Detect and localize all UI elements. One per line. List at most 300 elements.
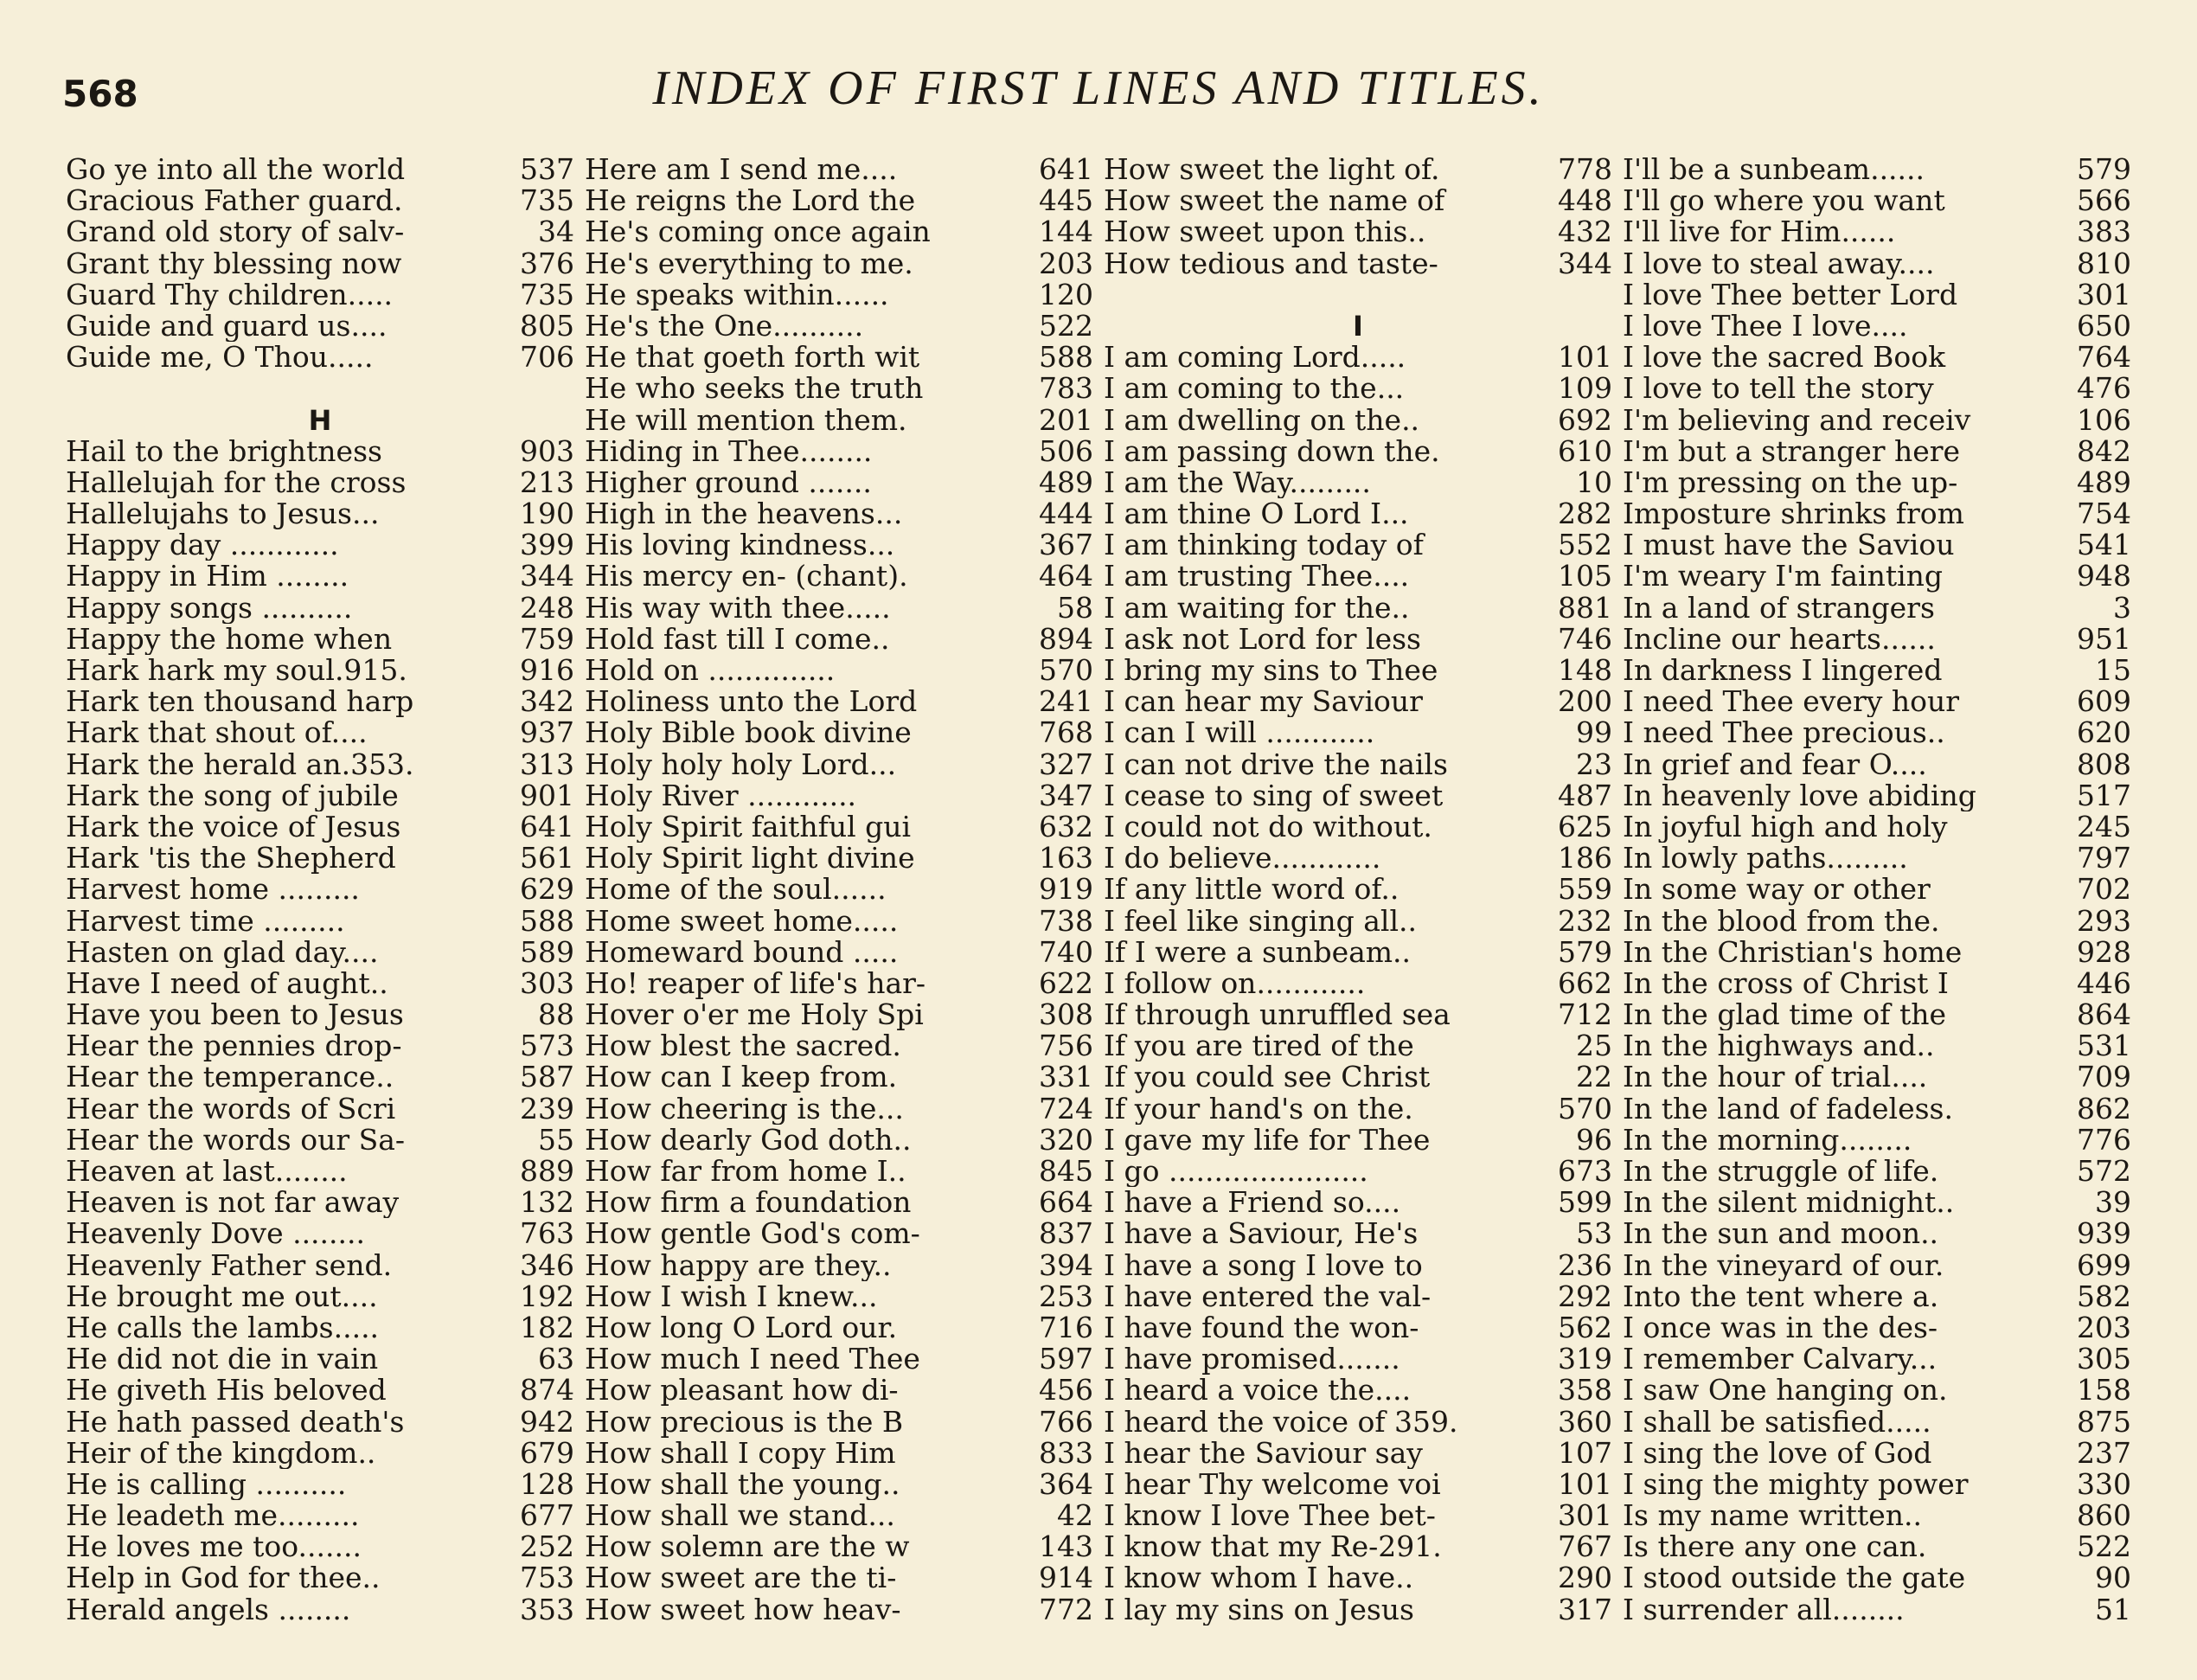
index-entry [1623,874,2131,905]
entry-title: Into the tent where a. [1623,1280,1939,1312]
index-entry [1623,498,2131,529]
entry-title: I cease to sing of sweet [1104,779,1444,811]
index-entry [585,311,1093,342]
entry-title: I have a Saviour, He's [1104,1218,1419,1250]
entry-title: I hear Thy welcome voi [1104,1468,1441,1501]
entry-title: He hath passed death's [66,1406,405,1438]
entry-title: Hark hark my soul.915. [66,655,407,687]
index-entry [585,279,1093,311]
index-entry [66,968,574,999]
index-column-3 [1104,154,1612,1625]
entry-title: Hark the song of jubile [66,779,399,811]
entry-hymn-number: 446 [2077,967,2131,1000]
entry-title: I could not do without. [1104,811,1432,843]
entry-hymn-number: 476 [2077,373,2131,405]
index-entry [66,999,574,1030]
entry-title: Hark the herald an.353. [66,748,414,780]
entry-hymn-number: 706 [520,342,574,374]
entry-hymn-number: 120 [1039,279,1093,311]
entry-hymn-number: 552 [1558,529,1612,561]
index-entry [585,1469,1093,1500]
index-entry [66,1531,574,1562]
entry-title: In lowly paths......... [1623,843,1908,875]
entry-title: If you are tired of the [1104,1030,1414,1062]
entry-hymn-number: 587 [520,1061,574,1093]
entry-title: He's everything to me. [585,247,913,279]
entry-title: He that goeth forth wit [585,342,920,374]
index-entry [585,1407,1093,1438]
index-entry [1623,1531,2131,1562]
index-entry [585,843,1093,874]
entry-title: High in the heavens... [585,498,903,530]
entry-title: In the silent midnight.. [1623,1187,1955,1219]
index-entry [1623,1156,2131,1187]
index-entry [1623,561,2131,592]
entry-title: Hear the words of Scri [66,1093,396,1125]
index-entry [1104,1281,1612,1312]
index-entry [66,342,574,373]
entry-title: Hold fast till I come.. [585,623,890,655]
entry-title: How dearly God doth.. [585,1124,912,1156]
entry-hymn-number: 101 [1558,342,1612,374]
entry-title: I saw One hanging on. [1623,1375,1948,1407]
entry-title: Hark that shout of.... [66,717,368,749]
entry-title: He leadeth me......... [66,1500,360,1532]
index-entry [66,467,574,498]
index-entry [585,1438,1093,1469]
entry-title: I am coming to the... [1104,373,1405,405]
entry-title: I love the sacred Book [1623,342,1946,374]
index-entry [585,655,1093,686]
entry-hymn-number: 292 [1558,1280,1612,1312]
entry-title: How solemn are the w [585,1531,910,1563]
index-entry [1104,843,1612,874]
entry-hymn-number: 342 [520,686,574,718]
entry-title: Harvest time ......... [66,905,345,937]
entry-title: Incline our hearts...... [1623,623,1936,655]
index-entry [585,529,1093,561]
entry-hymn-number: 88 [538,999,574,1031]
index-entry [1104,1125,1612,1156]
entry-title: I hear the Saviour say [1104,1437,1423,1469]
entry-title: If you could see Christ [1104,1061,1431,1093]
entry-hymn-number: 889 [520,1156,574,1188]
entry-hymn-number: 610 [1558,435,1612,467]
index-entry [1623,1438,2131,1469]
index-entry [66,1343,574,1375]
entry-hymn-number: 599 [1558,1187,1612,1219]
entry-hymn-number: 200 [1558,686,1612,718]
entry-title: Is my name written.. [1623,1500,1922,1532]
entry-title: He loves me too....... [66,1531,362,1563]
entry-hymn-number: 376 [520,247,574,279]
entry-title: If through unruffled sea [1104,999,1451,1031]
index-entry [585,906,1093,937]
page-title: INDEX OF FIRST LINES AND TITLES. [652,61,1545,115]
index-entry [1104,436,1612,467]
entry-hymn-number: 353 [520,1593,574,1625]
entry-hymn-number: 445 [1039,185,1093,217]
entry-hymn-number: 464 [1039,561,1093,593]
index-entry [1104,968,1612,999]
entry-hymn-number: 253 [1039,1280,1093,1312]
index-entry [585,405,1093,436]
entry-title: He's coming once again [585,216,931,248]
index-entry [1623,1343,2131,1375]
entry-hymn-number: 572 [2077,1156,2131,1188]
index-entry [1623,968,2131,999]
entry-title: In joyful high and holy [1623,811,1948,843]
index-column-2 [585,154,1093,1625]
entry-hymn-number: 753 [520,1562,574,1594]
entry-title: In grief and fear O.... [1623,748,1927,780]
index-entry [585,561,1093,592]
index-entry [585,248,1093,279]
entry-title: In the Christian's home [1623,936,1963,968]
entry-title: How blest the sacred. [585,1030,901,1062]
entry-hymn-number: 232 [1558,905,1612,937]
index-entry [585,1312,1093,1343]
entry-title: Happy songs .......... [66,592,353,624]
index-entry [1104,216,1612,247]
entry-hymn-number: 55 [538,1124,574,1156]
index-entry [1104,1061,1612,1093]
index-entry [1104,593,1612,624]
entry-title: Home of the soul...... [585,874,887,906]
entry-hymn-number: 903 [520,435,574,467]
index-entry [66,1030,574,1061]
entry-title: In the land of fadeless. [1623,1093,1953,1125]
entry-hymn-number: 588 [520,905,574,937]
entry-hymn-number: 347 [1039,779,1093,811]
entry-title: How long O Lord our. [585,1311,898,1344]
index-entry [585,1030,1093,1061]
entry-title: Is there any one can. [1623,1531,1927,1563]
entry-title: How gentle God's com- [585,1218,920,1250]
entry-title: Guard Thy children..... [66,279,394,311]
entry-hymn-number: 783 [1039,373,1093,405]
entry-hymn-number: 928 [2077,936,2131,968]
entry-hymn-number: 778 [1558,154,1612,186]
entry-title: Holy Bible book divine [585,717,912,749]
entry-hymn-number: 90 [2095,1562,2131,1594]
entry-title: I'll live for Him...... [1623,216,1896,248]
entry-hymn-number: 39 [2095,1187,2131,1219]
index-entry [66,717,574,748]
index-entry [66,1250,574,1281]
entry-hymn-number: 163 [1039,843,1093,875]
entry-title: In a land of strangers [1623,592,1935,624]
entry-title: I do believe............ [1104,843,1381,875]
index-entry [1623,780,2131,811]
entry-hymn-number: 874 [520,1375,574,1407]
index-entry [1623,1312,2131,1343]
entry-hymn-number: 182 [520,1311,574,1344]
entry-title: How much I need Thee [585,1343,920,1375]
index-entry [1104,248,1612,279]
entry-hymn-number: 399 [520,529,574,561]
entry-hymn-number: 290 [1558,1562,1612,1594]
entry-title: I follow on............ [1104,967,1366,1000]
entry-hymn-number: 629 [520,874,574,906]
entry-hymn-number: 901 [520,779,574,811]
entry-hymn-number: 864 [2077,999,2131,1031]
entry-hymn-number: 609 [2077,686,2131,718]
index-entry [1104,780,1612,811]
index-entry [585,999,1093,1030]
entry-hymn-number: 317 [1558,1593,1612,1625]
entry-hymn-number: 894 [1039,623,1093,655]
entry-title: Gracious Father guard. [66,185,403,217]
entry-title: Hold on .............. [585,655,836,687]
index-entry [585,342,1093,373]
index-entry [585,1343,1093,1375]
index-column-4 [1623,154,2131,1625]
entry-hymn-number: 252 [520,1531,574,1563]
index-entry [66,1061,574,1093]
entry-hymn-number: 203 [1039,247,1093,279]
entry-hymn-number: 22 [1576,1061,1612,1093]
entry-hymn-number: 320 [1039,1124,1093,1156]
entry-title: Herald angels ........ [66,1593,351,1625]
index-entry [1623,185,2131,216]
entry-hymn-number: 213 [520,466,574,499]
entry-hymn-number: 746 [1558,623,1612,655]
entry-hymn-number: 383 [2077,216,2131,248]
entry-hymn-number: 448 [1558,185,1612,217]
index-entry [1623,686,2131,717]
entry-hymn-number: 105 [1558,561,1612,593]
entry-title: I remember Calvary... [1623,1343,1938,1375]
index-entry [66,874,574,905]
entry-title: In the vineyard of our. [1623,1249,1944,1281]
index-entry [66,811,574,843]
entry-hymn-number: 531 [2077,1030,2131,1062]
entry-hymn-number: 190 [520,498,574,530]
entry-hymn-number: 641 [520,811,574,843]
entry-title: I sing the love of God [1623,1437,1932,1469]
index-entry [1623,436,2131,467]
index-entry [1623,1469,2131,1500]
entry-hymn-number: 842 [2077,435,2131,467]
index-entry [1623,1187,2131,1218]
entry-hymn-number: 63 [538,1343,574,1375]
entry-hymn-number: 559 [1558,874,1612,906]
index-entry [1104,1312,1612,1343]
entry-title: Hail to the brightness [66,435,382,467]
index-entry [585,1125,1093,1156]
entry-hymn-number: 245 [2077,811,2131,843]
entry-hymn-number: 330 [2077,1468,2131,1501]
entry-title: If any little word of.. [1104,874,1400,906]
entry-hymn-number: 767 [1558,1531,1612,1563]
index-entry [585,1531,1093,1562]
entry-hymn-number: 344 [520,561,574,593]
index-entry [1104,717,1612,748]
entry-hymn-number: 763 [520,1218,574,1250]
entry-hymn-number: 51 [2095,1593,2131,1625]
index-entry [1104,1500,1612,1531]
entry-title: Hear the words our Sa- [66,1124,406,1156]
index-entry [1623,1061,2131,1093]
entry-title: Hark the voice of Jesus [66,811,401,843]
entry-hymn-number: 776 [2077,1124,2131,1156]
page-number: 568 [62,73,138,115]
index-entry [585,874,1093,905]
entry-hymn-number: 632 [1039,811,1093,843]
index-entry [1623,279,2131,311]
entry-hymn-number: 109 [1558,373,1612,405]
entry-hymn-number: 53 [1576,1218,1612,1250]
entry-title: I stood outside the gate [1623,1562,1966,1594]
entry-hymn-number: 582 [2077,1280,2131,1312]
entry-title: Hark ten thousand harp [66,686,414,718]
entry-title: In the cross of Christ I [1623,967,1949,1000]
index-entry [1623,655,2131,686]
index-entry [66,154,574,185]
index-entry [1623,1281,2131,1312]
entry-title: Hiding in Thee........ [585,435,873,467]
entry-title: How sweet the name of [1104,185,1445,217]
entry-title: Happy in Him ........ [66,561,349,593]
index-entry [585,1281,1093,1312]
index-entry [66,1187,574,1218]
index-entry [1104,906,1612,937]
entry-title: Holy Spirit light divine [585,843,915,875]
entry-title: In the highways and.. [1623,1030,1935,1062]
entry-hymn-number: 444 [1039,498,1093,530]
index-entry [66,1281,574,1312]
entry-hymn-number: 541 [2077,529,2131,561]
index-entry [1104,1531,1612,1562]
entry-hymn-number: 346 [520,1249,574,1281]
index-entry [585,498,1093,529]
entry-hymn-number: 662 [1558,967,1612,1000]
entry-hymn-number: 327 [1039,748,1093,780]
entry-title: If your hand's on the. [1104,1093,1413,1125]
entry-hymn-number: 738 [1039,905,1093,937]
entry-title: Guide me, O Thou..... [66,342,374,374]
entry-hymn-number: 948 [2077,561,2131,593]
entry-hymn-number: 764 [2077,342,2131,374]
entry-title: How shall I copy Him [585,1437,896,1469]
entry-title: Help in God for thee.. [66,1562,381,1594]
entry-title: I go ...................... [1104,1156,1368,1188]
index-entry [585,1093,1093,1125]
entry-hymn-number: 158 [2077,1375,2131,1407]
entry-hymn-number: 805 [520,310,574,343]
index-entry [66,1562,574,1593]
entry-title: Hasten on glad day.... [66,936,379,968]
entry-hymn-number: 25 [1576,1030,1612,1062]
entry-title: How shall the young.. [585,1468,900,1501]
index-entry [1104,498,1612,529]
entry-hymn-number: 759 [520,623,574,655]
entry-hymn-number: 305 [2077,1343,2131,1375]
entry-hymn-number: 579 [2077,154,2131,186]
entry-hymn-number: 308 [1039,999,1093,1031]
index-entry [1623,311,2131,342]
section-spacer [1104,279,1612,311]
entry-hymn-number: 712 [1558,999,1612,1031]
entry-title: I am coming Lord..... [1104,342,1406,374]
index-entry [66,1407,574,1438]
entry-title: I gave my life for Thee [1104,1124,1431,1156]
entry-title: I am dwelling on the.. [1104,404,1420,436]
entry-hymn-number: 625 [1558,811,1612,843]
entry-hymn-number: 579 [1558,936,1612,968]
index-entry [66,279,574,311]
index-entry [66,1218,574,1249]
index-entry [66,498,574,529]
entry-title: I have a Friend so.... [1104,1187,1401,1219]
index-entry [1104,1187,1612,1218]
entry-title: I am thinking today of [1104,529,1424,561]
entry-title: How can I keep from. [585,1061,898,1093]
entry-hymn-number: 709 [2077,1061,2131,1093]
entry-title: I surrender all........ [1623,1593,1905,1625]
entry-title: Grant thy blessing now [66,247,402,279]
entry-title: How sweet the light of. [1104,154,1440,186]
entry-title: He will mention them. [585,404,907,436]
entry-hymn-number: 561 [520,843,574,875]
index-entry [66,1125,574,1156]
index-entry [1623,405,2131,436]
entry-title: Ho! reaper of life's har- [585,967,926,1000]
index-entry [1104,874,1612,905]
entry-hymn-number: 58 [1057,592,1093,624]
index-entry [1623,467,2131,498]
entry-title: I can not drive the nails [1104,748,1448,780]
index-entry [1623,1375,2131,1406]
entry-title: I know whom I have.. [1104,1562,1414,1594]
index-entry [585,1562,1093,1593]
entry-title: In some way or other [1623,874,1931,906]
index-entry [1623,1030,2131,1061]
entry-hymn-number: 132 [520,1187,574,1219]
entry-title: I shall be satisfied..... [1623,1406,1931,1438]
entry-title: How sweet are the ti- [585,1562,897,1594]
entry-title: How shall we stand... [585,1500,895,1532]
index-entry [66,593,574,624]
index-entry [585,780,1093,811]
index-entry [1623,216,2131,247]
entry-title: Hear the pennies drop- [66,1030,402,1062]
entry-title: Heavenly Father send. [66,1249,393,1281]
entry-title: I bring my sins to Thee [1104,655,1438,687]
entry-hymn-number: 692 [1558,404,1612,436]
entry-title: How I wish I knew... [585,1280,878,1312]
index-entry [1623,843,2131,874]
entry-title: In the glad time of the [1623,999,1947,1031]
index-entry [66,1156,574,1187]
entry-hymn-number: 875 [2077,1406,2131,1438]
entry-title: I know I love Thee bet- [1104,1500,1436,1532]
entry-title: I need Thee precious.. [1623,717,1945,749]
entry-title: Happy day ............ [66,529,339,561]
entry-hymn-number: 808 [2077,748,2131,780]
index-entry [585,216,1093,247]
entry-title: Heavenly Dove ........ [66,1218,366,1250]
entry-title: Hover o'er me Holy Spi [585,999,924,1031]
index-entry [585,968,1093,999]
entry-title: He calls the lambs..... [66,1311,380,1344]
index-entry [1104,999,1612,1030]
entry-title: I love Thee I love.... [1623,310,1908,343]
index-entry [585,373,1093,404]
index-entry [66,1469,574,1500]
entry-title: How far from home I.. [585,1156,906,1188]
